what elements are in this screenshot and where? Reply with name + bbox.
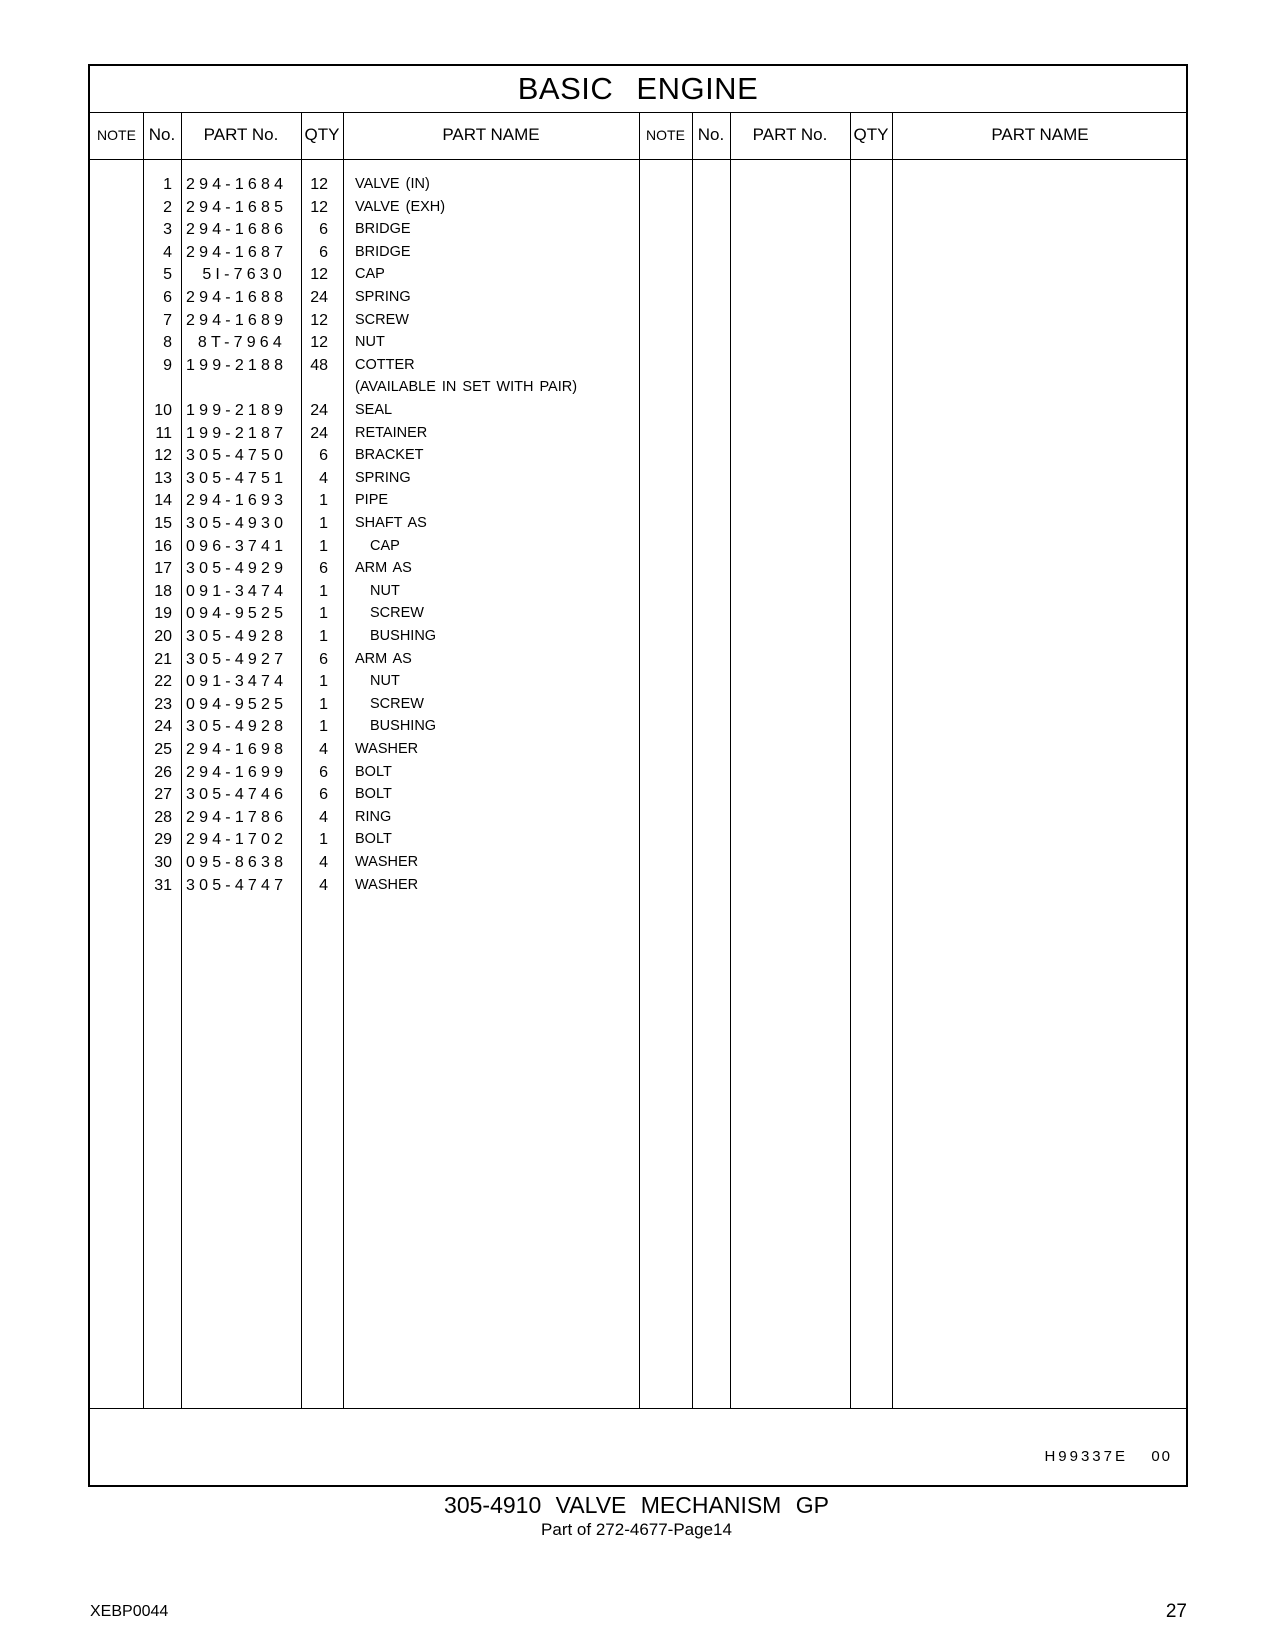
quantity: 6 [319, 650, 328, 668]
part-name: CAP [370, 537, 400, 554]
item-number: 27 [154, 786, 172, 804]
part-number: 305-4930 [186, 515, 288, 532]
part-name: NUT [370, 582, 400, 599]
table-row [90, 783, 639, 806]
page-number: 27 [1165, 1601, 1187, 1622]
quantity: 6 [319, 786, 328, 804]
table-row [90, 557, 639, 580]
part-number: 294-1786 [186, 808, 288, 826]
table-header-row [90, 112, 1186, 160]
item-number: 15 [154, 515, 172, 532]
header-qty-left: QTY [304, 125, 340, 144]
table-row [90, 874, 639, 897]
header-qty-right: QTY [853, 125, 889, 144]
item-number: 22 [154, 673, 172, 691]
part-number: 091-3474 [186, 582, 288, 600]
item-number: 18 [154, 582, 172, 600]
quantity: 1 [319, 492, 328, 510]
quantity: 4 [319, 469, 328, 487]
part-name: ARM AS [355, 650, 412, 667]
table-row [90, 354, 639, 377]
item-number: 31 [154, 876, 172, 894]
quantity: 6 [319, 763, 328, 781]
table-row [90, 444, 639, 467]
part-name: BOLT [355, 831, 392, 848]
table-row [90, 851, 639, 874]
section-title-bar [90, 66, 1186, 113]
item-number: 6 [163, 289, 172, 306]
part-name: BOLT [355, 763, 392, 780]
part-name: SPRING [355, 289, 411, 305]
part-name: VALVE (IN) [355, 176, 430, 192]
part-name: BRIDGE [355, 221, 411, 238]
quantity: 4 [319, 876, 328, 894]
part-number: 294-1684 [186, 176, 288, 193]
document-code: H99337E [1044, 1448, 1128, 1465]
item-number: 20 [154, 628, 172, 645]
part-name: SCREW [355, 311, 409, 328]
item-number: 14 [154, 492, 172, 510]
table-row [90, 489, 639, 512]
item-number: 19 [154, 605, 172, 623]
part-number: 294-1698 [186, 741, 288, 758]
header-part-name-left: PART NAME [442, 125, 540, 144]
item-number: 13 [154, 469, 172, 487]
quantity: 6 [319, 221, 328, 239]
parts-list-sheet [88, 64, 1188, 1487]
part-name: VALVE (EXH) [355, 198, 446, 215]
part-name: NUT [370, 673, 400, 690]
table-row [90, 535, 639, 558]
quantity: 12 [310, 198, 328, 216]
quantity: 1 [319, 695, 328, 713]
quantity: 48 [310, 356, 328, 374]
quantity: 4 [319, 854, 328, 871]
document-revision: 00 [1151, 1448, 1172, 1465]
item-number: 12 [154, 447, 172, 465]
quantity: 1 [319, 718, 328, 736]
quantity: 6 [319, 447, 328, 465]
item-number: 10 [154, 402, 172, 419]
part-name: COTTER [355, 356, 415, 373]
item-number: 30 [154, 854, 172, 871]
part-name: WASHER [355, 854, 419, 870]
item-number: 1 [163, 176, 172, 193]
part-number: 095-8638 [186, 854, 288, 871]
header-part-no-right: PART No. [752, 125, 828, 144]
table-row [90, 309, 639, 332]
header-note-right: NOTE [646, 127, 685, 143]
part-name: SHAFT AS [355, 515, 427, 531]
part-name: ARM AS [355, 560, 412, 577]
part-number: 305-4746 [186, 786, 288, 804]
part-name: (AVAILABLE IN SET WITH PAIR) [355, 379, 578, 396]
item-number: 8 [163, 334, 172, 352]
quantity: 4 [319, 808, 328, 826]
item-number: 5 [163, 266, 172, 284]
item-number: 16 [154, 537, 172, 555]
quantity: 4 [319, 741, 328, 758]
item-number: 3 [163, 221, 172, 239]
publication-number: XEBP0044 [90, 1603, 169, 1620]
table-row [90, 693, 639, 716]
header-part-no-left: PART No. [203, 125, 279, 144]
part-number: 305-4928 [186, 718, 288, 736]
part-number: 305-4929 [186, 560, 288, 578]
item-number: 2 [163, 198, 172, 216]
part-number: 294-1693 [186, 492, 288, 510]
item-number: 24 [154, 718, 172, 736]
item-number: 17 [154, 560, 172, 578]
group-reference: Part of 272-4677-Page14 [541, 1520, 732, 1539]
part-number: 305-4928 [186, 628, 288, 645]
part-name: SCREW [370, 695, 424, 712]
quantity: 1 [319, 605, 328, 623]
item-number: 28 [154, 808, 172, 826]
sheet-footer-divider [90, 1408, 1186, 1409]
part-number: 294-1687 [186, 243, 288, 261]
part-name: BRACKET [355, 447, 424, 464]
part-name: WASHER [355, 741, 419, 757]
part-number: 294-1686 [186, 221, 288, 239]
table-row [90, 196, 639, 219]
part-name: CAP [355, 266, 385, 283]
quantity: 1 [319, 582, 328, 600]
part-number: 096-3741 [186, 537, 288, 555]
part-number: 094-9525 [186, 695, 288, 713]
table-row [90, 670, 639, 693]
table-row [90, 761, 639, 784]
item-number: 26 [154, 763, 172, 781]
table-row [90, 738, 639, 761]
item-number: 11 [155, 424, 172, 442]
table-row [90, 648, 639, 671]
part-number: 199-2187 [186, 424, 288, 442]
header-part-name-right: PART NAME [991, 125, 1089, 144]
part-number: 294-1685 [186, 198, 288, 216]
part-name: BOLT [355, 786, 392, 803]
part-name: SCREW [370, 605, 424, 622]
part-number: 294-1688 [186, 289, 288, 306]
part-number: 5I-7630 [202, 266, 286, 284]
table-row [90, 467, 639, 490]
part-number: 294-1689 [186, 311, 288, 329]
quantity: 24 [310, 402, 328, 419]
quantity: 1 [319, 537, 328, 555]
item-number: 23 [154, 695, 172, 713]
part-name: WASHER [355, 876, 419, 893]
part-number: 8T-7964 [197, 334, 286, 352]
quantity: 1 [319, 515, 328, 532]
part-name: RETAINER [355, 424, 428, 441]
part-number: 305-4750 [186, 447, 288, 465]
table-row [90, 263, 639, 286]
table-row [90, 376, 639, 399]
table-row [90, 602, 639, 625]
part-name: BUSHING [370, 628, 437, 644]
section-title: BASIC ENGINE [517, 71, 759, 106]
table-row [90, 580, 639, 603]
item-number: 25 [154, 741, 172, 758]
item-number: 4 [163, 243, 172, 261]
table-row [90, 241, 639, 264]
table-row [90, 218, 639, 241]
quantity: 12 [310, 311, 328, 329]
table-row [90, 399, 639, 422]
part-name: BUSHING [370, 718, 437, 735]
table-row [90, 828, 639, 851]
item-number: 9 [163, 356, 172, 374]
table-row [90, 286, 639, 309]
item-number: 7 [163, 311, 172, 329]
item-number: 21 [154, 650, 172, 668]
quantity: 12 [310, 176, 328, 193]
part-number: 294-1699 [186, 763, 288, 781]
header-note-left: NOTE [97, 127, 136, 143]
quantity: 1 [319, 673, 328, 691]
part-name: PIPE [355, 492, 389, 509]
header-no-left: No. [148, 125, 176, 144]
table-row [90, 715, 639, 738]
part-name: NUT [355, 334, 385, 351]
table-row [90, 331, 639, 354]
table-row [90, 625, 639, 648]
table-row [90, 173, 639, 196]
part-name: SEAL [355, 402, 393, 418]
part-name: BRIDGE [355, 243, 411, 260]
quantity: 12 [310, 266, 328, 284]
table-row [90, 806, 639, 829]
part-number: 199-2189 [186, 402, 288, 419]
part-number: 199-2188 [186, 356, 288, 374]
part-name: RING [355, 808, 392, 825]
parts-table-body [90, 159, 1186, 1474]
item-number: 29 [154, 831, 172, 849]
table-row [90, 512, 639, 535]
part-number: 305-4927 [186, 650, 288, 668]
part-number: 091-3474 [186, 673, 288, 691]
quantity: 12 [310, 334, 328, 352]
part-name: SPRING [355, 469, 411, 486]
part-number: 094-9525 [186, 605, 288, 623]
table-row [90, 422, 639, 445]
quantity: 6 [319, 243, 328, 261]
quantity: 24 [310, 289, 328, 306]
part-number: 305-4747 [186, 876, 288, 894]
quantity: 24 [310, 424, 328, 442]
part-number: 305-4751 [186, 469, 288, 487]
quantity: 1 [319, 628, 328, 645]
part-number: 294-1702 [186, 831, 288, 849]
quantity: 1 [319, 831, 328, 849]
group-title: 305-4910 VALVE MECHANISM GP [444, 1492, 829, 1518]
header-no-right: No. [697, 125, 725, 144]
quantity: 6 [319, 560, 328, 578]
